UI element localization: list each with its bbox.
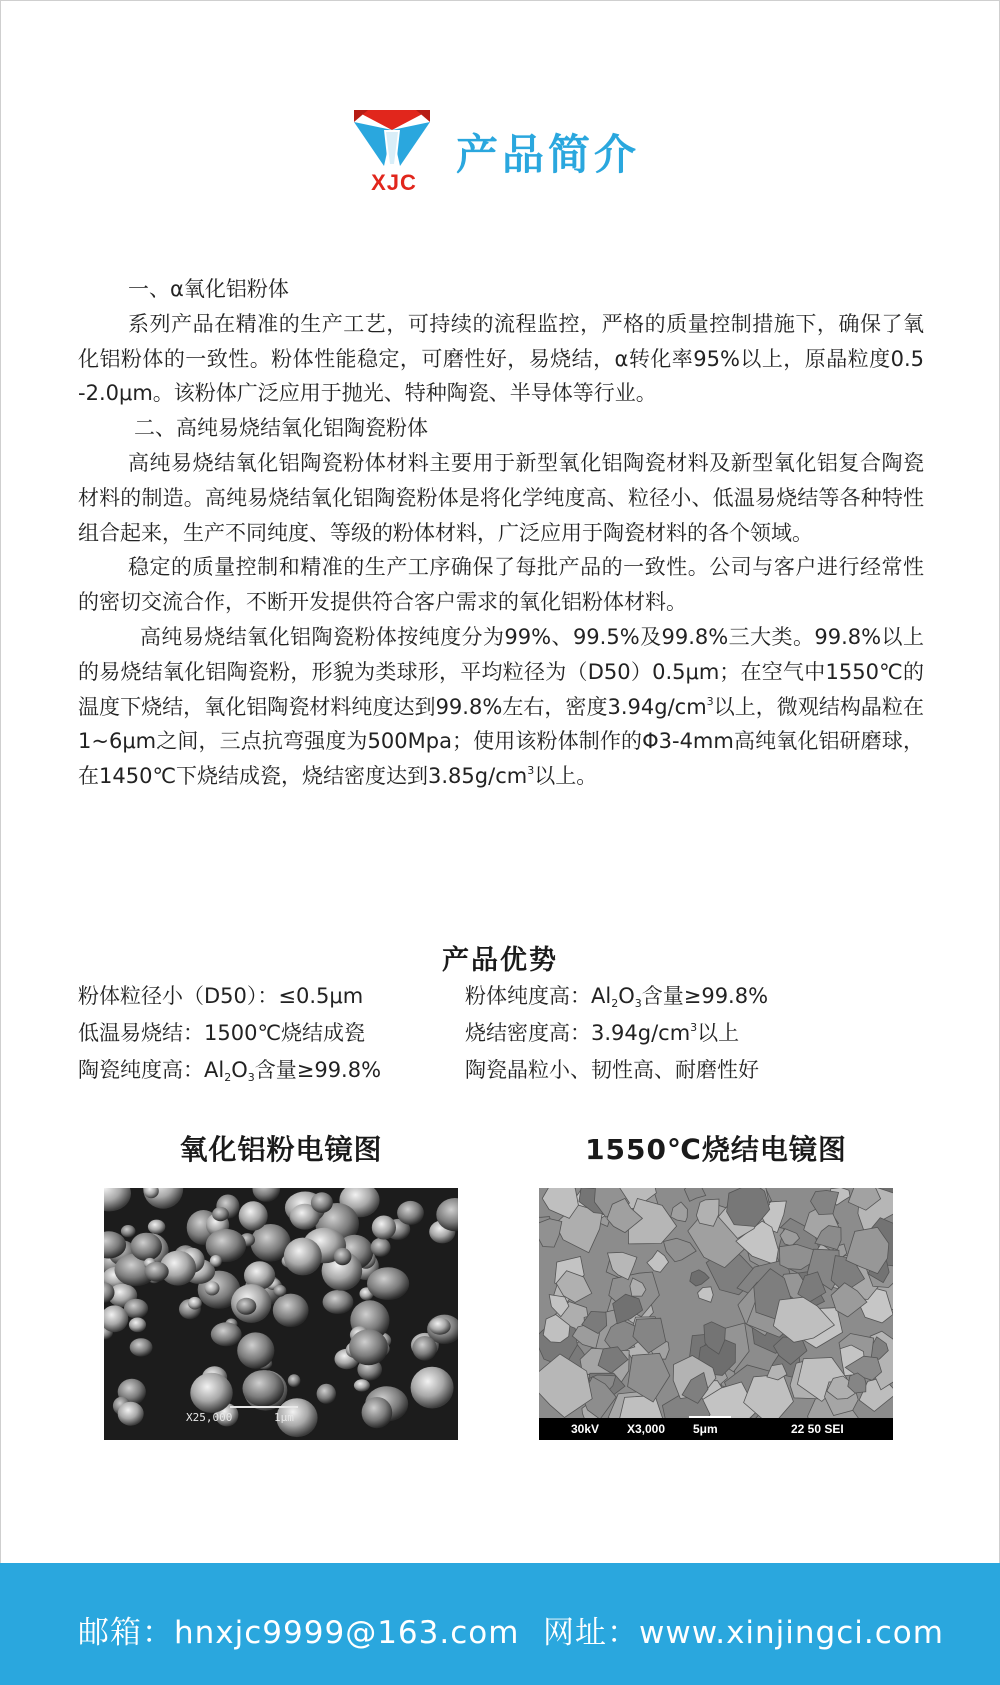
advantage-text: O — [231, 1058, 248, 1082]
powder-particle — [118, 1402, 144, 1426]
powder-particle — [121, 1225, 136, 1237]
advantage-particle-size: 粉体粒径小（D50）：≤0.5μm — [78, 984, 364, 1008]
page-title: 产品简介 — [456, 130, 641, 179]
subscript: 2 — [224, 1071, 232, 1084]
advantage-grain-toughness: 陶瓷晶粒小、韧性高、耐磨性好 — [465, 1058, 759, 1082]
advantage-text: O — [618, 984, 635, 1008]
superscript: 3 — [690, 1021, 698, 1034]
subscript: 3 — [634, 997, 642, 1010]
advantage-text: 烧结密度高：3.94g/cm — [465, 1021, 691, 1045]
sem-scale-label: 5μm — [693, 1422, 718, 1436]
footer-website[interactable]: 网址：www.xinjingci.com — [543, 1615, 944, 1651]
logo-text: XJC — [371, 170, 417, 195]
powder-particle — [212, 1207, 229, 1221]
powder-particle — [354, 1379, 370, 1391]
caption-sintered-sem: 1550℃烧结电镜图 — [585, 1133, 847, 1166]
powder-particle — [211, 1322, 242, 1346]
sem-info: 22 50 SEI — [791, 1422, 844, 1436]
sem-scale-label: 1μm — [274, 1411, 294, 1424]
advantage-text: 以上 — [697, 1021, 740, 1045]
powder-particle — [311, 1192, 333, 1213]
powder-particle — [334, 1248, 352, 1265]
superscript: 3 — [527, 764, 535, 778]
subscript: 3 — [247, 1071, 255, 1084]
sintered-sem-image — [539, 1188, 893, 1440]
powder-particle — [362, 1397, 393, 1428]
powder-particle — [323, 1290, 354, 1314]
specs-text-b: 以上，微观结构晶粒在1~6μm之间，三点抗弯强度为500Mpa；使用该粉体制作的Φ3-4mm高纯氧化铝研磨球，在1450℃下烧结成瓷，烧结密度达到3.85g/cm — [78, 694, 924, 789]
advantage-text: 含量≥99.8% — [254, 1058, 382, 1082]
sem-scale-bar — [689, 1416, 731, 1418]
powder-particle — [188, 1297, 202, 1310]
section-heading-alpha-alumina: 一、α氧化铝粉体 — [128, 277, 289, 301]
advantage-text: 粉体纯度高：Al — [465, 984, 612, 1008]
sem-magnification: X3,000 — [627, 1422, 666, 1436]
powder-particle — [239, 1201, 268, 1230]
powder-particle — [349, 1329, 388, 1365]
powder-particle — [372, 1216, 396, 1240]
advantages-row — [78, 980, 924, 1017]
superscript: 3 — [706, 694, 714, 708]
powder-particle — [284, 1238, 322, 1276]
powder-particle — [148, 1220, 165, 1234]
paragraph-specs — [78, 620, 924, 794]
specs-text-c: 以上。 — [534, 764, 598, 789]
advantages-row — [78, 1054, 924, 1091]
powder-particle — [236, 1298, 256, 1315]
advantages-row — [78, 1017, 924, 1054]
powder-particle — [413, 1336, 437, 1361]
powder-particle — [205, 1281, 220, 1295]
advantages-grid — [78, 980, 924, 1091]
powder-particle — [273, 1294, 309, 1327]
advantage-text: 含量≥99.8% — [641, 984, 769, 1008]
advantages-title: 产品优势 — [442, 945, 558, 976]
powder-particle — [397, 1201, 424, 1225]
powder-particle — [273, 1285, 286, 1297]
product-intro — [78, 272, 924, 794]
powder-particle — [371, 1238, 391, 1257]
powder-particle — [317, 1384, 336, 1404]
powder-particle — [237, 1332, 274, 1368]
footer-email[interactable]: 邮箱：hnxjc9999@163.com — [78, 1615, 520, 1651]
powder-particle — [190, 1373, 232, 1413]
advantage-text: 陶瓷纯度高：Al — [78, 1058, 225, 1082]
sem-info-bar — [539, 1418, 893, 1440]
specs-text-a: 高纯易烧结氧化铝陶瓷粉体按纯度分为99%、99.5%及99.8%三大类。99.8%以上的易烧结氧化铝陶瓷粉，形貌为类球形，平均粒径为（D50）0.5μm；在空气中1550℃的温度下烧结，氧化铝陶瓷材料纯度达到99.8%左右，密度3.94g/cm — [78, 624, 924, 719]
powder-particle — [129, 1318, 146, 1333]
ceramic-grain — [696, 1199, 719, 1226]
powder-particle — [367, 1267, 409, 1300]
powder-particle — [210, 1255, 222, 1267]
subscript: 2 — [611, 997, 619, 1010]
sem-scale-bar — [230, 1406, 298, 1408]
sem-magnification: X25,000 — [186, 1411, 233, 1424]
paragraph-quality: 稳定的质量控制和精准的生产工序确保了每批产品的一致性。公司与客户进行经常性的密切交流合作，不断开发提供符合客户需求的氧化铝粉体材料。 — [78, 555, 924, 615]
footer — [0, 1563, 1000, 1685]
caption-powder-sem: 氧化铝粉电镜图 — [179, 1133, 383, 1166]
powder-particle — [288, 1374, 301, 1387]
powder-particle — [130, 1233, 162, 1261]
powder-particle — [429, 1318, 451, 1335]
powder-particle — [411, 1367, 454, 1409]
header — [350, 108, 640, 198]
powder-particle — [243, 1370, 285, 1407]
section-heading-high-purity: 二、高纯易烧结氧化铝陶瓷粉体 — [134, 416, 428, 441]
powder-particle — [130, 1338, 153, 1356]
company-logo — [350, 108, 434, 198]
advantage-low-temp-sintering: 低温易烧结：1500℃烧结成瓷 — [78, 1021, 366, 1045]
powder-sem-image — [104, 1188, 458, 1440]
powder-particle — [145, 1262, 169, 1282]
sem-voltage: 30kV — [571, 1422, 600, 1436]
advantage-powder-purity — [465, 980, 768, 1010]
advantage-ceramic-purity — [78, 1054, 381, 1084]
paragraph-high-purity: 高纯易烧结氧化铝陶瓷粉体材料主要用于新型氧化铝陶瓷材料及新型氧化铝复合陶瓷材料的制造。高纯易烧结氧化铝陶瓷粉体是将化学纯度高、粒径小、低温易烧结等各种特性组合起来，生产不同纯度、等级的粉体材料，广泛应用于陶瓷材料的各个领域。 — [78, 450, 924, 545]
paragraph-alpha-alumina: 系列产品在精准的生产工艺，可持续的流程监控，严格的质量控制措施下，确保了氧化铝粉体的一致性。粉体性能稳定，可磨性好，易烧结，α转化率95%以上，原晶粒度0.5 -2.0μm。该粉体广泛应用于抛光、特种陶瓷、半导体等行业。 — [78, 311, 924, 406]
advantage-sinter-density — [465, 1017, 739, 1047]
